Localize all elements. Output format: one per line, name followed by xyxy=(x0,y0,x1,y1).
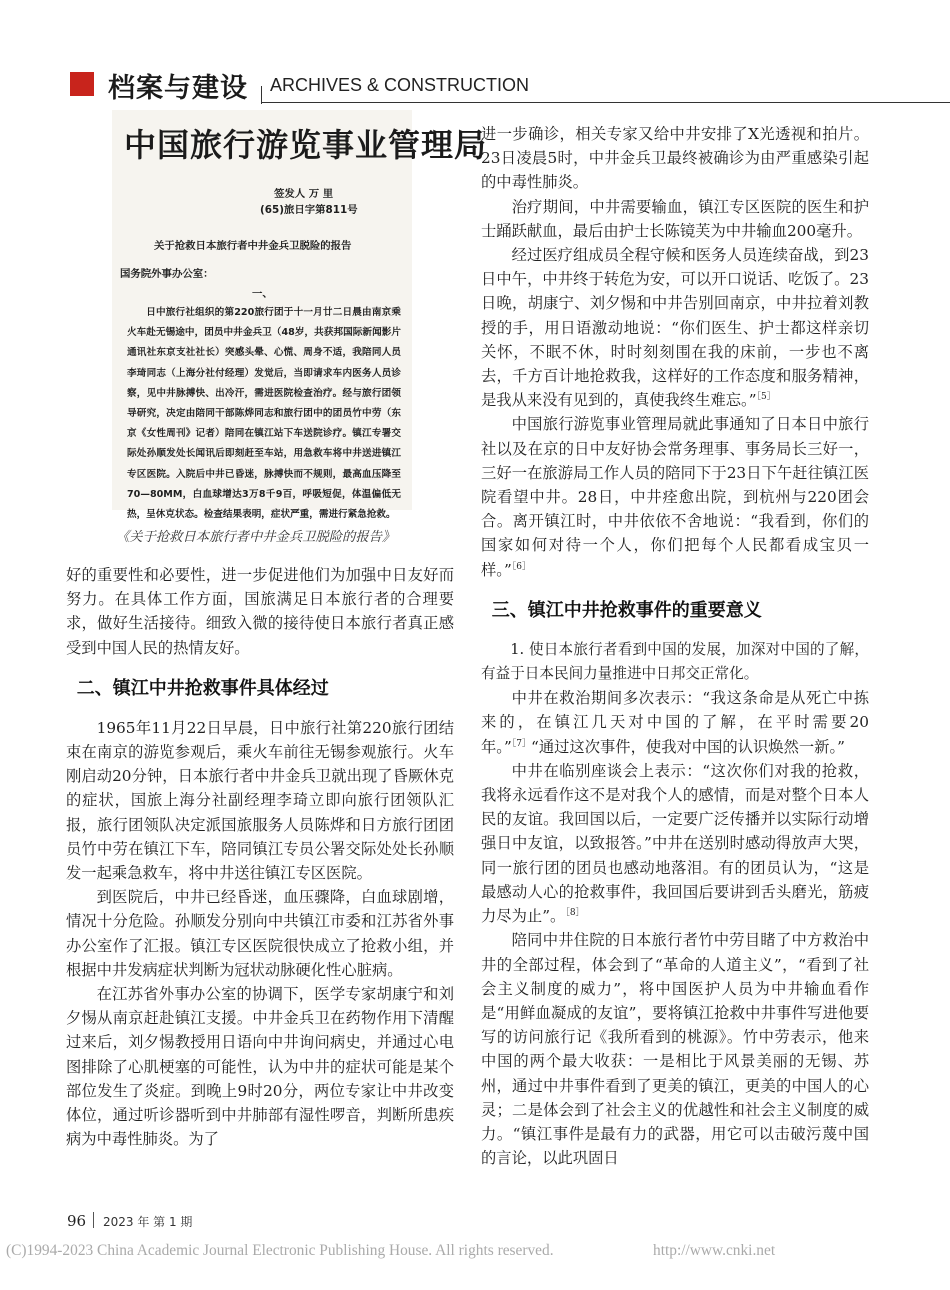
header-logo-square xyxy=(70,72,94,96)
citation-ref: ［5］ xyxy=(756,392,776,403)
paragraph xyxy=(481,243,869,412)
paragraph: 进一步确诊，相关专家又给中井安排了X光透视和拍片。23日凌晨5时，中井金兵卫最终被确诊为由严重感染引起的中毒性肺炎。 xyxy=(481,125,869,192)
copyright-watermark: (C)1994-2023 China Academic Journal Electronic Publishing House. All rights reserved. xyxy=(6,1242,554,1259)
citation-ref: ［8］ xyxy=(565,908,585,919)
document-letterhead: 中国旅行游览事业管理局 xyxy=(124,126,488,164)
watermark-url: http://www.cnki.net xyxy=(653,1242,776,1259)
figure-caption: 《关于抢救日本旅行者中井金兵卫脱险的报告》 xyxy=(116,530,396,545)
paragraph: 到医院后，中井已经昏迷，血压骤降，白血球剧增，情况十分危险。孙顺发分别向中共镇江市委和江苏省外事办公室作了汇报。镇江专区医院很快成立了抢救小组，并根据中井发病症状判断为冠状动脉硬化性心脏病。 xyxy=(66,888,454,979)
document-number: (65)旅日字第811号 xyxy=(260,204,358,216)
document-addressee: 国务院外事办公室： xyxy=(120,268,214,280)
footer-divider xyxy=(93,1212,94,1228)
subheading: 1. 使日本旅行者看到中国的发展，加深对中国的了解，有益于日本民间力量推进中日邦交正常化。 xyxy=(481,640,869,683)
page-number: 96 xyxy=(67,1212,87,1230)
header-divider-horizontal xyxy=(261,102,950,103)
section-heading-2: 二、镇江中井抢救事件具体经过 xyxy=(76,677,329,699)
issue-label: 2023 年 第 1 期 xyxy=(103,1215,193,1229)
paragraph-text: 中井在临别座谈会上表示：“这次你们对我的抢救，我将永远看作这不是对我个人的感情，而是对整个日本人民的友谊。我回国以后，一定要广泛传播并以实际行动增强日中友谊，以致报答。”中井在送别时感动得放声大哭，同一旅行团的团员也感动地落泪。有的团员认为，“这是最感动人心的抢救事件，我回国后要讲到舌头磨光，筋疲力尽为止”。 xyxy=(481,761,869,926)
citation-ref: ［6］ xyxy=(511,561,531,572)
document-body: 日中旅行社组织的第220旅行团于十一月廿二日晨由南京乘火车赴无锡途中，团员中井金兵卫（48岁，共获邦国际新闻影片通讯社东京支社社长）突感头晕、心慌、周身不适，我陪同人员李琦同志（上海分社付经理）发觉后，当即请求车内医务人员诊察，见中井脉搏快、出冷汗，需进医院检查治疗。经与旅行团领导研究，决定由陪同干部陈烨同志和旅行团中的团员竹中劳（东京《女性周刊》记者）陪同在镇江站下车送院诊疗。镇江专署交际处孙顺发处长闻讯后即刻赶至车站，用急救车将中井送进镇江专区医院。入院后中井已昏迷，脉搏快而不规则，最高血压降至70—80MM，白血球增达3万8千9百，呼吸短促，体温偏低无热，呈休克状态。检查结果表明，症状严重，需进行紧急抢救。 xyxy=(127,307,401,521)
journal-title-cn: 档案与建设 xyxy=(108,73,248,104)
right-column xyxy=(481,122,869,1170)
paragraph-text: 经过医疗组成员全程守候和医务人员连续奋战，到23日中午，中井终于转危为安，可以开口说话、吃饭了。23日晚，胡康宁、刘夕惕和中井告别回南京，中井拉着刘教授的手，用日语激动地说：“你们医生、护士都这样亲切关怀，不眠不休，时时刻刻围在我的床前，一步也不离去，千方百计地抢救我，这样好的工作态度和服务精神，是我从来没有见到的，真使我终生难忘。” xyxy=(481,246,869,410)
paragraph xyxy=(481,686,869,759)
journal-title-en: ARCHIVES & CONSTRUCTION xyxy=(270,75,530,95)
citation-ref: ［7］ xyxy=(511,738,531,749)
paragraph: 在江苏省外事办公室的协调下，医学专家胡康宁和刘夕惕从南京赶赴镇江支援。中井金兵卫在药物作用下清醒过来后，刘夕惕教授用日语向中井询问病史，并通过心电图排除了心肌梗塞的可能性，认为中井的症状可能是某个部位发生了炎症。到晚上9时20分，两位专家让中井改变体位，通过听诊器听到中井肺部有湿性啰音，判断所患疾病为中毒性肺炎。为了 xyxy=(66,985,454,1149)
paragraph-text: 中国旅行游览事业管理局就此事通知了日本日中旅行社以及在京的日中友好协会常务理事、事务局长三好一，三好一在旅游局工作人员的陪同下于23日下午赶往镇江医院看望中井。28日，中井痊愈出院，到杭州与220团会合。离开镇江时，中井依依不舍地说：“我看到，你们的国家如何对待一个人，你们把每个人民都看成宝贝一样。” xyxy=(481,415,869,579)
document-section-mark: 一、 xyxy=(252,288,273,300)
document-signer: 签发人 万 里 xyxy=(274,188,334,200)
section-heading-3: 三、镇江中井抢救事件的重要意义 xyxy=(491,599,762,621)
paragraph xyxy=(481,412,869,581)
scanned-document-figure xyxy=(112,110,488,521)
paragraph xyxy=(481,759,869,928)
paragraph: 陪同中井住院的日本旅行者竹中劳目睹了中方救治中井的全部过程，体会到了“革命的人道主义”，“看到了社会主义制度的威力”，将中国医护人员为中井输血看作是“用鲜血凝成的友谊”，要将镇江抢救中井事件写进他要写的访问旅行记《我所看到的桃源》。竹中劳表示，他来中国的两个最大收获：一是相比于风景美丽的无锡、苏州，通过中井事件看到了更美的镇江，更美的中国人的心灵；二是体会到了社会主义的优越性和社会主义制度的威力。“镇江事件是最有力的武器，用它可以击破污蔑中国的言论，以此巩固日 xyxy=(481,931,869,1168)
paragraph: 治疗期间，中井需要输血，镇江专区医院的医生和护士踊跃献血，最后由护士长陈镜芙为中井输血200毫升。 xyxy=(481,197,869,240)
document-report-title: 关于抢救日本旅行者中井金兵卫脱险的报告 xyxy=(154,240,352,252)
paragraph: 1965年11月22日早晨，日中旅行社第220旅行团结束在南京的游览参观后，乘火车前往无锡参观旅行。火车刚启动20分钟，日本旅行者中井金兵卫就出现了昏厥休克的症状，国旅上海分社副经理李琦立即向旅行团领队汇报，旅行团领队决定派国旅服务人员陈烨和日方旅行团团员竹中劳在镇江下车，陪同镇江专员公署交际处处长孙顺发一起乘急救车，将中井送往镇江专区医院。 xyxy=(66,718,454,883)
left-column xyxy=(66,563,454,1151)
paragraph: 好的重要性和必要性，进一步促进他们为加强中日友好而努力。在具体工作方面，国旅满足日本旅行者的合理要求，做好生活接待。细致入微的接待使日本旅行者真正感受到中国人民的热情友好。 xyxy=(66,566,454,657)
paragraph-text: 中井在救治期间多次表示：“我这条命是从死亡中拣来的，在镇江几天对中国的了解，在平时需要20年。” xyxy=(481,689,869,756)
paragraph-text: “通过这次事件，使我对中国的认识焕然一新。” xyxy=(531,737,845,756)
